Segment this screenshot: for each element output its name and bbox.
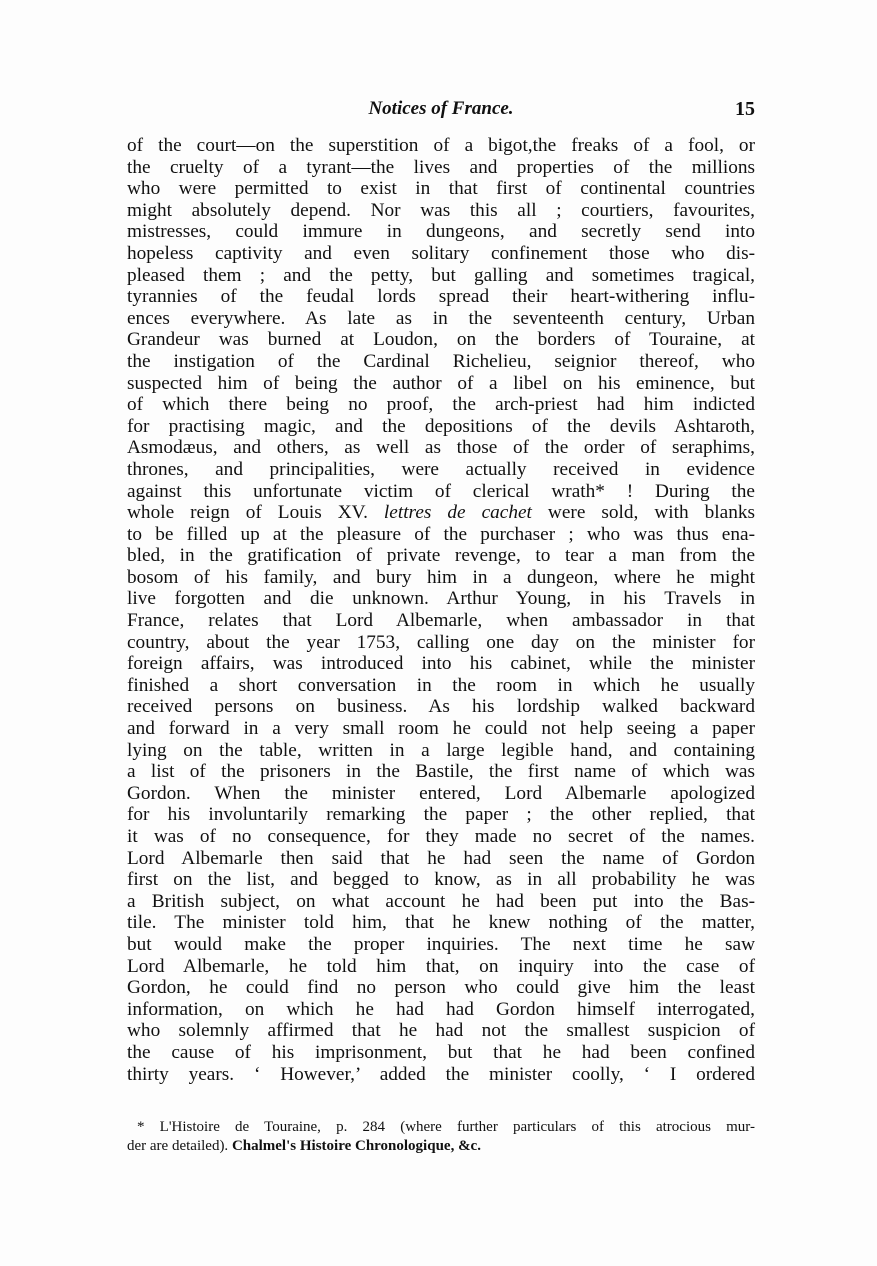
text-line: live forgotten and die unknown. Arthur Young, in his Travels in xyxy=(127,588,755,610)
text-line: first on the list, and begged to know, as in all probability he was xyxy=(127,869,755,891)
text-line: suspected him of being the author of a libel on his eminence, but xyxy=(127,372,755,394)
text-line: might absolutely depend. Nor was this all ; courtiers, favourites, xyxy=(127,199,755,221)
text-line: the cause of his imprisonment, but that he had been confined xyxy=(127,1041,755,1063)
text-line: bosom of his family, and bury him in a dungeon, where he might xyxy=(127,566,755,588)
text-line: tyrannies of the feudal lords spread their heart-withering influ- xyxy=(127,286,755,308)
running-title: Notices of France. xyxy=(368,98,514,119)
text-line: foreign affairs, was introduced into his cabinet, while the minister xyxy=(127,653,755,675)
text-line: thrones, and principalities, were actually received in evidence xyxy=(127,458,755,480)
body-text xyxy=(127,135,755,1085)
text-line: it was of no consequence, for they made no secret of the names. xyxy=(127,826,755,847)
text-line: who were permitted to exist in that first of continental countries xyxy=(127,178,755,200)
text-line: to be filled up at the pleasure of the purchaser ; who was thus ena- xyxy=(127,523,755,545)
text-line: Lord Albemarle then said that he had seen the name of Gordon xyxy=(127,847,755,869)
text-line: the cruelty of a tyrant—the lives and properties of the millions xyxy=(127,156,755,178)
text-line: thirty years. ‘ However,’ added the minister coolly, ‘ I ordered xyxy=(127,1063,755,1085)
text-line: of which there being no proof, the arch-priest had him indicted xyxy=(127,394,755,416)
text-line: the instigation of the Cardinal Richelieu, seignior thereof, who xyxy=(127,350,755,372)
text-line: of the court—on the superstition of a bigot,the freaks of a fool, or xyxy=(127,135,755,156)
text-line: Gordon, he could find no person who could give him the least xyxy=(127,977,755,999)
footnote-text: der are detailed). xyxy=(127,1138,232,1154)
text-line: pleased them ; and the petty, but galling and sometimes tragical, xyxy=(127,264,755,286)
text-line: country, about the year 1753, calling one day on the minister for xyxy=(127,631,755,653)
italic-phrase: lettres de cachet xyxy=(383,502,532,524)
text-line: lying on the table, written in a large legible hand, and containing xyxy=(127,739,755,761)
footnote xyxy=(127,1118,755,1156)
footnote-citation: Chalmel's Histoire Chronologique, &c. xyxy=(231,1138,481,1154)
text-line: received persons on business. As his lordship walked backward xyxy=(127,696,755,718)
text-line: for practising magic, and the depositions of the devils Ashtaroth, xyxy=(127,415,755,437)
text-line: Lord Albemarle, he told him that, on inquiry into the case of xyxy=(127,955,755,977)
page-number: 15 xyxy=(735,98,755,120)
text-line: Asmodæus, and others, as well as those of the order of seraphims, xyxy=(127,437,755,459)
text-line: for his involuntarily remarking the paper ; the other replied, that xyxy=(127,804,755,826)
text-line: France, relates that Lord Albemarle, when ambassador in that xyxy=(127,610,755,632)
footnote-line xyxy=(127,1137,755,1156)
text-line: finished a short conversation in the room in which he usually xyxy=(127,674,755,696)
text-line: but would make the proper inquiries. The next time he saw xyxy=(127,933,755,955)
text-run: were sold, with blanks xyxy=(531,502,755,524)
footnote-line: * L'Histoire de Touraine, p. 284 (where further particulars of this atrocious mur- xyxy=(137,1119,755,1135)
text-line: and forward in a very small room he could not help seeing a paper xyxy=(127,718,755,740)
text-line: Gordon. When the minister entered, Lord Albemarle apologized xyxy=(127,782,755,804)
text-line: Grandeur was burned at Loudon, on the borders of Touraine, at xyxy=(127,329,755,351)
text-line: against this unfortunate victim of clerical wrath* ! During the xyxy=(127,480,755,502)
text-line: hopeless captivity and even solitary confinement those who dis- xyxy=(127,242,755,264)
text-line: information, on which he had had Gordon himself interrogated, xyxy=(127,998,755,1020)
text-line: mistresses, could immure in dungeons, and secretly send into xyxy=(127,221,755,243)
text-line: ences everywhere. As late as in the seventeenth century, Urban xyxy=(127,307,755,329)
text-line: a list of the prisoners in the Bastile, the first name of which was xyxy=(127,761,755,783)
text-line: bled, in the gratification of private revenge, to tear a man from the xyxy=(127,545,755,567)
running-head xyxy=(127,96,755,122)
text-line: tile. The minister told him, that he knew nothing of the matter, xyxy=(127,912,755,934)
text-line: who solemnly affirmed that he had not the smallest suspicion of xyxy=(127,1020,755,1042)
text-line-louis xyxy=(127,502,755,524)
text-line: a British subject, on what account he had been put into the Bas- xyxy=(127,890,755,912)
text-run: whole reign of Louis XV. xyxy=(127,502,384,524)
